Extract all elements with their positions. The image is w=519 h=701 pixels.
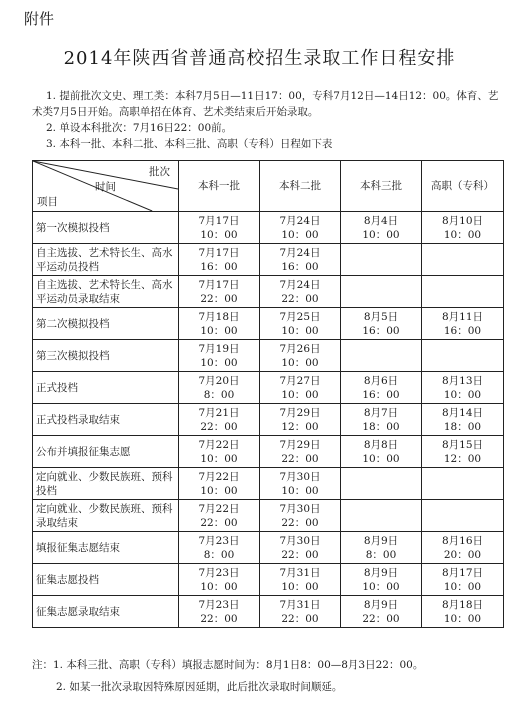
schedule-cell	[179, 564, 260, 596]
schedule-cell	[341, 340, 422, 372]
cell-date: 7月23日	[198, 566, 240, 579]
schedule-cell	[179, 532, 260, 564]
schedule-cell	[179, 404, 260, 436]
cell-date: 8月16日	[441, 534, 484, 547]
cell-time: 10：00	[362, 452, 400, 465]
schedule-cell	[341, 564, 422, 596]
cell-date: 7月23日	[198, 598, 240, 611]
footer-note-1: 注：1. 本科三批、高职（专科）填报志愿时间为：8月1日8：00—8月3日22：00。	[32, 659, 424, 671]
cell-time: 16：00	[362, 324, 400, 337]
cell-date: 7月20日	[198, 374, 240, 387]
table-row	[33, 244, 504, 276]
cell-time: 22：00	[200, 292, 238, 305]
schedule-cell	[341, 244, 422, 276]
cell-time: 18：00	[443, 420, 482, 433]
cell-time: 10：00	[443, 228, 482, 241]
cell-time: 10：00	[281, 580, 319, 593]
cell-date: 7月30日	[279, 534, 321, 547]
cell-time: 10：00	[362, 580, 400, 593]
cell-date: 8月10日	[441, 214, 484, 227]
cell-date: 8月7日	[363, 406, 399, 419]
row-item-label: 征集志愿投档	[33, 564, 179, 596]
cell-time: 10：00	[200, 452, 238, 465]
cell-date: 8月9日	[363, 534, 399, 547]
table-row	[33, 276, 504, 308]
column-header: 本科三批	[341, 161, 422, 212]
cell-date: 8月11日	[441, 310, 484, 323]
schedule-cell	[260, 372, 341, 404]
schedule-cell	[422, 436, 504, 468]
schedule-cell	[260, 340, 341, 372]
cell-date: 7月29日	[279, 438, 321, 451]
cell-time: 22：00	[200, 420, 238, 433]
row-item-label: 第二次模拟投档	[33, 308, 179, 340]
cell-time: 10：00	[200, 580, 238, 593]
cell-date: 7月22日	[198, 502, 240, 515]
cell-time: 10：00	[200, 324, 238, 337]
schedule-cell	[422, 564, 504, 596]
schedule-cell	[179, 500, 260, 532]
table-row	[33, 500, 504, 532]
cell-date: 8月17日	[441, 566, 484, 579]
attachment-label: 附件	[24, 10, 55, 28]
cell-time: 10：00	[281, 388, 319, 401]
cell-date: 8月8日	[363, 438, 399, 451]
row-item-label: 定向就业、少数民族班、预科录取结束	[33, 500, 179, 532]
schedule-cell	[179, 212, 260, 244]
cell-date: 7月24日	[279, 246, 321, 259]
cell-date: 7月25日	[279, 310, 321, 323]
cell-time: 12：00	[281, 420, 319, 433]
cell-date: 7月23日	[198, 534, 240, 547]
cell-time: 22：00	[281, 548, 319, 561]
schedule-cell	[179, 436, 260, 468]
schedule-cell	[341, 276, 422, 308]
cell-time: 10：00	[281, 228, 319, 241]
cell-time: 10：00	[200, 356, 238, 369]
note-2: 2. 单设本科批次：7月16日22：00前。	[46, 122, 233, 134]
cell-date: 7月30日	[279, 502, 321, 515]
cell-time: 22：00	[281, 516, 319, 529]
cell-time: 16：00	[200, 260, 238, 273]
schedule-cell	[260, 404, 341, 436]
cell-time: 10：00	[200, 484, 238, 497]
cell-time: 10：00	[281, 484, 319, 497]
corner-batch-label: 批次	[149, 166, 170, 178]
corner-item-label: 项目	[37, 196, 58, 208]
row-item-label: 定向就业、少数民族班、预科投档	[33, 468, 179, 500]
header-row	[33, 161, 504, 212]
cell-time: 22：00	[281, 292, 319, 305]
row-item-label: 正式投档	[33, 372, 179, 404]
table-row	[33, 596, 504, 628]
row-item-label: 自主选拔、艺术特长生、高水平运动员投档	[33, 244, 179, 276]
cell-date: 8月18日	[441, 598, 484, 611]
cell-time: 16：00	[362, 388, 400, 401]
cell-date: 7月31日	[279, 598, 321, 611]
row-item-label: 公布并填报征集志愿	[33, 436, 179, 468]
cell-date: 7月22日	[198, 438, 240, 451]
schedule-cell	[341, 468, 422, 500]
cell-time: 8：00	[365, 548, 397, 561]
table-row	[33, 436, 504, 468]
cell-time: 22：00	[200, 612, 238, 625]
schedule-cell	[422, 404, 504, 436]
cell-date: 7月21日	[198, 406, 240, 419]
row-item-label: 自主选拔、艺术特长生、高水平运动员录取结束	[33, 276, 179, 308]
table-row	[33, 308, 504, 340]
cell-date: 8月6日	[363, 374, 399, 387]
cell-date: 7月18日	[198, 310, 240, 323]
schedule-cell	[260, 276, 341, 308]
row-item-label: 第一次模拟投档	[33, 212, 179, 244]
table-row	[33, 340, 504, 372]
cell-time: 16：00	[281, 260, 319, 273]
cell-date: 7月17日	[198, 214, 240, 227]
cell-date: 7月29日	[279, 406, 321, 419]
row-item-label: 填报征集志愿结束	[33, 532, 179, 564]
schedule-cell	[422, 212, 504, 244]
cell-time: 16：00	[443, 324, 482, 337]
schedule-cell	[179, 596, 260, 628]
schedule-cell	[260, 244, 341, 276]
cell-date: 8月9日	[363, 566, 399, 579]
column-header: 本科二批	[260, 161, 341, 212]
cell-date: 7月24日	[279, 278, 321, 291]
schedule-table	[32, 160, 504, 628]
schedule-cell	[260, 596, 341, 628]
cell-time: 10：00	[362, 228, 400, 241]
schedule-cell	[341, 404, 422, 436]
table-row	[33, 212, 504, 244]
cell-date: 7月17日	[198, 278, 240, 291]
schedule-cell	[341, 500, 422, 532]
table-row	[33, 564, 504, 596]
table-row	[33, 404, 504, 436]
cell-time: 12：00	[443, 452, 482, 465]
column-header: 本科一批	[179, 161, 260, 212]
corner-time-label: 时间	[95, 181, 116, 193]
cell-time: 8：00	[203, 388, 235, 401]
cell-date: 7月17日	[198, 246, 240, 259]
cell-date: 7月19日	[198, 342, 240, 355]
table-row	[33, 372, 504, 404]
schedule-cell	[179, 340, 260, 372]
cell-time: 18：00	[362, 420, 400, 433]
footer-notes	[32, 654, 509, 698]
footer-note-2: 2. 如某一批次录取因特殊原因延期，此后批次录取时间顺延。	[56, 681, 343, 693]
note-3: 3. 本科一批、本科二批、本科三批、高职（专科）日程如下表	[46, 138, 333, 150]
column-header: 高职（专科）	[422, 161, 504, 212]
schedule-cell	[260, 212, 341, 244]
cell-time: 10：00	[443, 612, 482, 625]
schedule-cell	[341, 436, 422, 468]
schedule-cell	[179, 308, 260, 340]
cell-date: 7月26日	[279, 342, 321, 355]
cell-time: 22：00	[281, 612, 319, 625]
cell-date: 8月9日	[363, 598, 399, 611]
cell-date: 7月27日	[279, 374, 321, 387]
cell-date: 8月14日	[441, 406, 484, 419]
diagonal-header-cell	[33, 161, 179, 212]
cell-time: 10：00	[200, 228, 238, 241]
cell-time: 10：00	[281, 324, 319, 337]
schedule-cell	[341, 212, 422, 244]
cell-time: 8：00	[203, 548, 235, 561]
schedule-cell	[422, 276, 504, 308]
cell-time: 10：00	[281, 356, 319, 369]
document-title: 2014年陕西省普通高校招生录取工作日程安排	[63, 48, 456, 69]
cell-date: 8月13日	[441, 374, 484, 387]
schedule-cell	[422, 340, 504, 372]
row-item-label: 征集志愿录取结束	[33, 596, 179, 628]
cell-time: 10：00	[443, 388, 482, 401]
schedule-cell	[179, 244, 260, 276]
schedule-cell	[422, 308, 504, 340]
schedule-cell	[179, 468, 260, 500]
schedule-cell	[422, 468, 504, 500]
cell-date: 8月15日	[441, 438, 484, 451]
cell-time: 22：00	[362, 612, 400, 625]
cell-time: 20：00	[443, 548, 482, 561]
schedule-cell	[260, 436, 341, 468]
cell-date: 7月30日	[279, 470, 321, 483]
note-1: 1. 提前批次文史、理工类：本科7月5日—11日17：00，专科7月12日—14日12：00。体育、艺术类7月5日开始。高职单招在体育、艺术类结束后开始录取。	[32, 90, 499, 118]
schedule-cell	[422, 596, 504, 628]
schedule-cell	[341, 308, 422, 340]
row-item-label: 正式投档录取结束	[33, 404, 179, 436]
schedule-cell	[422, 244, 504, 276]
schedule-cell	[422, 372, 504, 404]
row-item-label: 第三次模拟投档	[33, 340, 179, 372]
schedule-cell	[260, 468, 341, 500]
cell-date: 8月5日	[363, 310, 399, 323]
schedule-cell	[341, 532, 422, 564]
cell-date: 7月22日	[198, 470, 240, 483]
table-row	[33, 532, 504, 564]
schedule-cell	[260, 532, 341, 564]
schedule-cell	[341, 596, 422, 628]
schedule-cell	[422, 532, 504, 564]
schedule-cell	[179, 372, 260, 404]
notes	[32, 88, 503, 152]
table-row	[33, 468, 504, 500]
schedule-cell	[260, 500, 341, 532]
schedule-cell	[341, 372, 422, 404]
cell-time: 10：00	[443, 580, 482, 593]
cell-date: 7月31日	[279, 566, 321, 579]
cell-date: 7月24日	[279, 214, 321, 227]
schedule-cell	[422, 500, 504, 532]
schedule-cell	[260, 564, 341, 596]
cell-date: 8月4日	[363, 214, 399, 227]
cell-time: 22：00	[200, 516, 238, 529]
schedule-cell	[260, 308, 341, 340]
cell-time: 22：00	[281, 452, 319, 465]
schedule-cell	[179, 276, 260, 308]
